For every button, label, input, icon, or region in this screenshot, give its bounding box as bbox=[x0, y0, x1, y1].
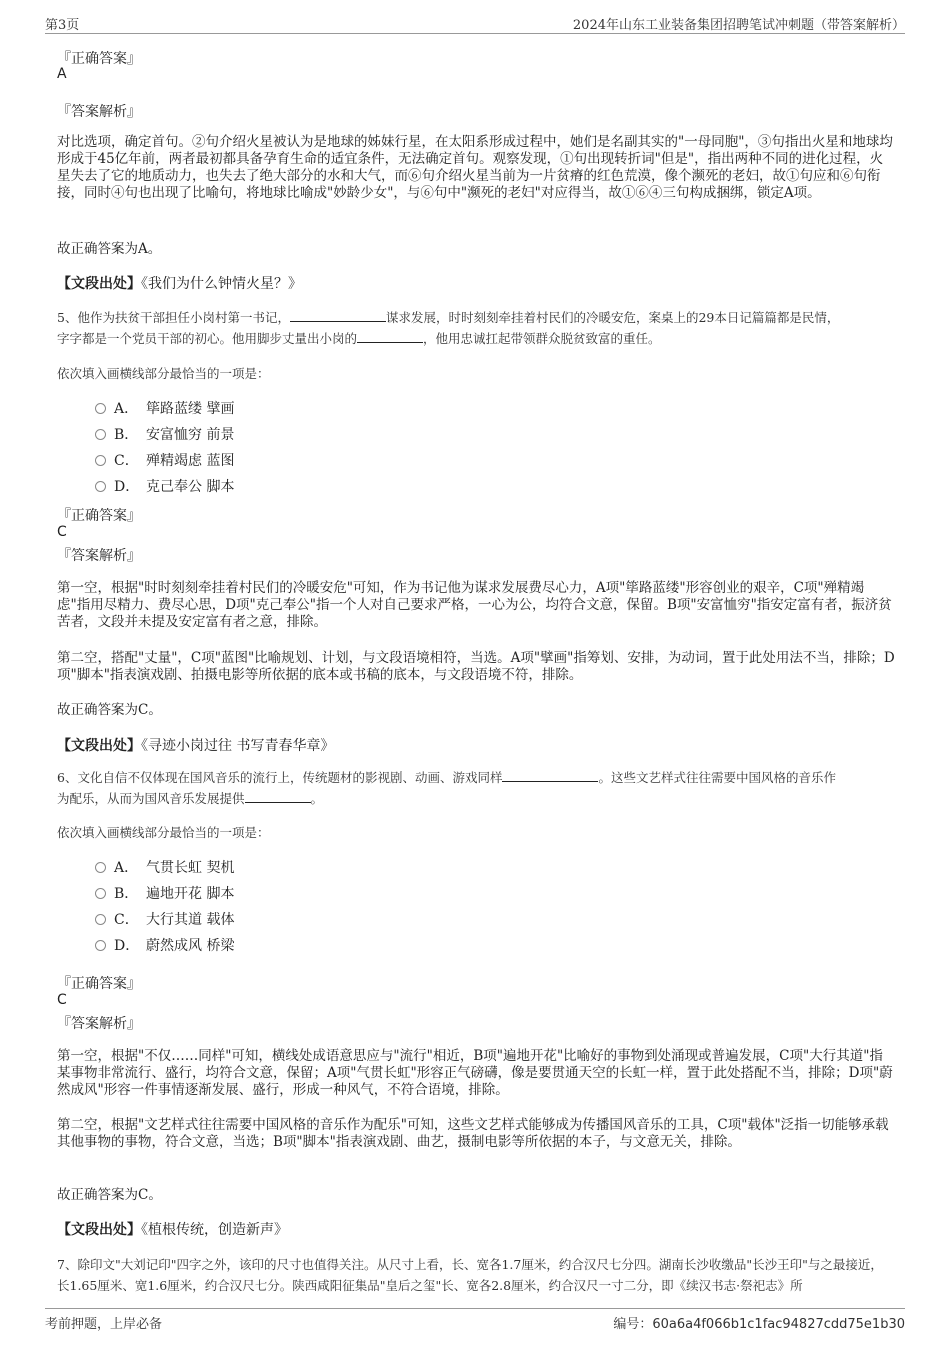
radio-icon[interactable] bbox=[95, 940, 106, 951]
q5-analysis-label: 『答案解析』 bbox=[57, 548, 141, 564]
q5-text-c: 字字都是一个党员干部的初心。他用脚步丈量出小岗的 bbox=[57, 331, 358, 346]
q7-question: 7、除印文"大刘记印"四字之外，该印的尺寸也值得关注。从尺寸上看，长、宽各1.7厘米，约合汉尺七分四。湖南长沙收缴品"长沙王印"与之最接近，长1.65厘米、宽1.6厘米，约合汉尺七分。陕西咸阳征集品"皇后之玺"长、宽各2.8厘米，约合汉尺一寸二分，即《续汉书志·祭祀志》所 bbox=[57, 1257, 883, 1293]
q5-correct-answer-label: 『正确答案』 bbox=[57, 508, 141, 524]
q5-conclusion: 故正确答案为C。 bbox=[57, 702, 162, 718]
q6-source bbox=[57, 1219, 895, 1239]
page-number: 第3页 bbox=[45, 18, 80, 33]
q6-option-a[interactable] bbox=[95, 857, 234, 877]
option-letter: C． bbox=[114, 453, 139, 469]
option-text: 安富恤穷 前景 bbox=[146, 427, 235, 443]
q5-option-b[interactable] bbox=[95, 424, 234, 444]
q5-blank-2 bbox=[357, 331, 423, 343]
q5-question bbox=[57, 307, 895, 349]
option-letter: B． bbox=[114, 886, 139, 902]
option-text: 大行其道 载体 bbox=[146, 912, 235, 928]
source-title: 《我们为什么钟情火星？》 bbox=[141, 276, 302, 292]
q5-source bbox=[57, 735, 895, 755]
q6-correct-answer-label: 『正确答案』 bbox=[57, 976, 141, 992]
option-text: 遍地开花 脚本 bbox=[146, 886, 235, 902]
q6-conclusion: 故正确答案为C。 bbox=[57, 1187, 162, 1203]
radio-icon[interactable] bbox=[95, 455, 106, 466]
q6-text-b: 。这些文艺样式往往需要中国风格的音乐作 bbox=[598, 770, 836, 785]
q6-analysis-label: 『答案解析』 bbox=[57, 1016, 141, 1032]
q5-text-d: ，他用忠诚扛起带领群众脱贫致富的重任。 bbox=[423, 331, 661, 346]
q6-option-c[interactable] bbox=[95, 909, 234, 929]
option-letter: A． bbox=[114, 401, 139, 417]
radio-icon[interactable] bbox=[95, 481, 106, 492]
q4-conclusion: 故正确答案为A。 bbox=[57, 241, 162, 257]
option-letter: B． bbox=[114, 427, 139, 443]
q5-answer: C bbox=[57, 524, 67, 540]
q6-option-d[interactable] bbox=[95, 935, 234, 955]
source-title: 《植根传统，创造新声》 bbox=[141, 1222, 288, 1238]
q4-analysis-paragraph: 对比选项，确定首句。②句介绍火星被认为是地球的姊妹行星，在太阳系形成过程中，她们是名副其实的"一母同胞"，③句指出火星和地球均形成于45亿年前，两者最初都具备孕育生命的适宜条件，无法确定首句。观察发现，①句出现转折词"但是"，指出两种不同的进化过程，火星失去了它的地质动力，也失去了绝大部分的水和大气，而⑥句介绍火星当前为一片贫瘠的红色荒漠，像个濒死的老妇，故①句应和⑥句衔接，同时④句也出现了比喻句，将地球比喻成"妙龄少女"，与⑥句中"濒死的老妇"对应得当，故①⑥④三句构成捆绑，锁定A项。 bbox=[57, 134, 893, 201]
q6-analysis-paragraph-1: 第一空，根据"不仅……同样"可知，横线处成语意思应与"流行"相近，B项"遍地开花"比喻好的事物到处涌现或普遍发展，C项"大行其道"指某事物非常流行、盛行，均符合文意，保留；A项"气贯长虹"形容正气磅礴，像是要贯通天空的长虹一样，置于此处搭配不当，排除；D项"蔚然成风"形容一件事情逐渐发展、盛行，形成一种风气，不符合语境，排除。 bbox=[57, 1048, 893, 1098]
q6-analysis-paragraph-2: 第二空，根据"文艺样式往往需要中国风格的音乐作为配乐"可知，这些文艺样式能够成为传播国风音乐的工具，C项"载体"泛指一切能够承载其他事物的事物，符合文意，当选；B项"脚本"指表演戏剧、曲艺，摄制电影等所依据的本子，与文意无关，排除。 bbox=[57, 1117, 889, 1150]
option-text: 蔚然成风 桥梁 bbox=[146, 938, 235, 954]
option-text: 殚精竭虑 蓝图 bbox=[146, 453, 235, 469]
q6-instruction: 依次填入画横线部分最恰当的一项是： bbox=[57, 825, 270, 840]
option-letter: A． bbox=[114, 860, 139, 876]
q5-analysis-paragraph-1: 第一空，根据"时时刻刻牵挂着村民们的冷暖安危"可知，作为书记他为谋求发展费尽心力，A项"筚路蓝缕"形容创业的艰辛，C项"殚精竭虑"指用尽精力、费尽心思，D项"克己奉公"指一个人对自己要求严格，一心为公，均符合文意，保留。B项"安富恤穷"指安定富有者，振济贫苦者，文段并未提及安定富有者之意，排除。 bbox=[57, 580, 892, 630]
q5-option-a[interactable] bbox=[95, 398, 234, 418]
radio-icon[interactable] bbox=[95, 862, 106, 873]
q6-question bbox=[57, 767, 895, 809]
footer-slogan: 考前押题，上岸必备 bbox=[45, 1317, 163, 1332]
code-label: 编号： bbox=[613, 1317, 653, 1332]
q6-blank-1 bbox=[502, 770, 598, 782]
radio-icon[interactable] bbox=[95, 403, 106, 414]
source-label: 【文段出处】 bbox=[57, 1222, 141, 1238]
q4-correct-answer-label: 『正确答案』 bbox=[57, 51, 141, 67]
q5-text-a: 5、他作为扶贫干部担任小岗村第一书记， bbox=[57, 310, 290, 325]
page-footer bbox=[45, 1308, 905, 1332]
document-code bbox=[613, 1313, 905, 1332]
option-letter: D． bbox=[114, 479, 140, 495]
q4-analysis-label: 『答案解析』 bbox=[57, 104, 141, 120]
q4-answer: A bbox=[57, 66, 67, 82]
option-text: 筚路蓝缕 擘画 bbox=[146, 401, 235, 417]
q4-source bbox=[57, 273, 895, 293]
radio-icon[interactable] bbox=[95, 429, 106, 440]
option-letter: C． bbox=[114, 912, 139, 928]
q5-blank-1 bbox=[290, 310, 386, 322]
q6-blank-2 bbox=[245, 791, 311, 803]
q5-option-d[interactable] bbox=[95, 476, 234, 496]
q6-answer: C bbox=[57, 992, 67, 1008]
option-text: 气贯长虹 契机 bbox=[146, 860, 235, 876]
document-title: 2024年山东工业装备集团招聘笔试冲刺题（带答案解析） bbox=[572, 18, 905, 33]
radio-icon[interactable] bbox=[95, 914, 106, 925]
q6-text-d: 。 bbox=[310, 791, 324, 806]
q6-text-a: 6、文化自信不仅体现在国风音乐的流行上，传统题材的影视剧、动画、游戏同样 bbox=[57, 770, 503, 785]
q5-text-b: 谋求发展，时时刻刻牵挂着村民们的冷暖安危，案桌上的29本日记篇篇都是民情， bbox=[385, 310, 840, 325]
q6-text-c: 为配乐，从而为国风音乐发展提供 bbox=[57, 791, 245, 806]
q5-option-c[interactable] bbox=[95, 450, 234, 470]
q5-analysis-paragraph-2: 第二空，搭配"丈量"，C项"蓝图"比喻规划、计划，与文段语境相符，当选。A项"擘画"指筹划、安排，为动词，置于此处用法不当，排除；D项"脚本"指表演戏剧、拍摄电影等所依据的底本或书稿的底本，与文段语境不符，排除。 bbox=[57, 650, 895, 683]
code-value: 60a6a4f066b1c1fac94827cdd75e1b30 bbox=[652, 1317, 905, 1332]
option-letter: D． bbox=[114, 938, 140, 954]
source-title: 《寻迹小岗过往 书写青春华章》 bbox=[141, 738, 335, 754]
q5-instruction: 依次填入画横线部分最恰当的一项是： bbox=[57, 366, 270, 381]
radio-icon[interactable] bbox=[95, 888, 106, 899]
q6-option-b[interactable] bbox=[95, 883, 234, 903]
source-label: 【文段出处】 bbox=[57, 276, 141, 292]
option-text: 克己奉公 脚本 bbox=[146, 479, 235, 495]
source-label: 【文段出处】 bbox=[57, 738, 141, 754]
page-header bbox=[45, 12, 905, 34]
